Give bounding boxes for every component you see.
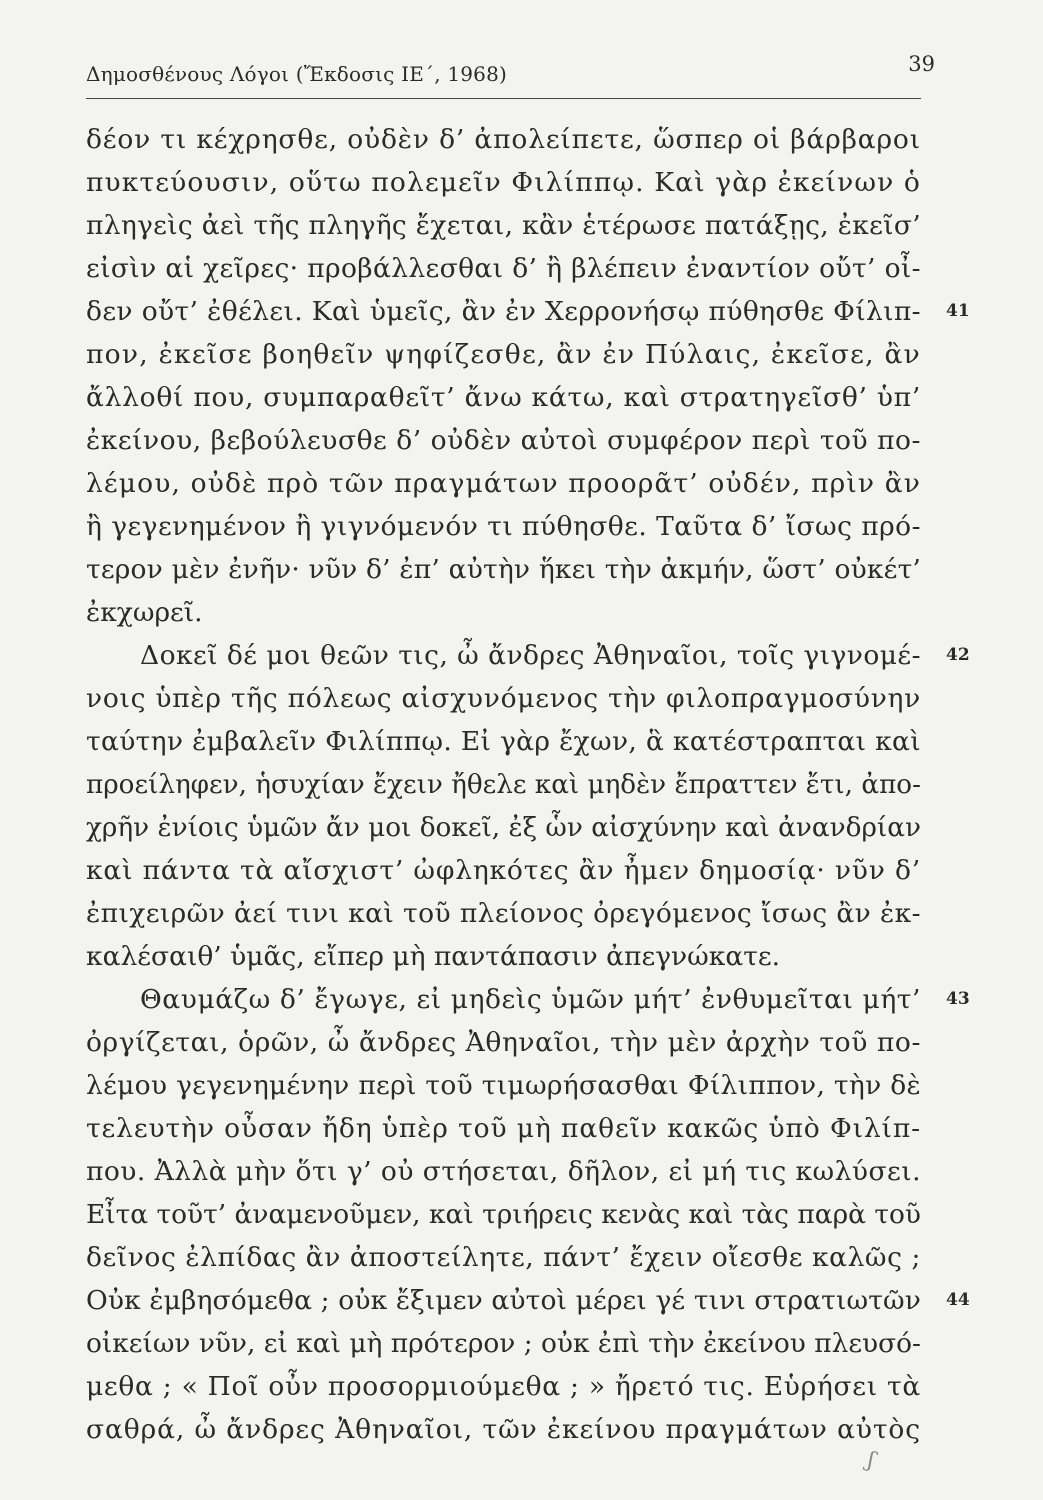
line-text: ταύτην ἐμβαλεῖν Φιλίππῳ. Εἰ γὰρ ἔχων, ἃ κατέστραπται καὶ bbox=[86, 726, 922, 757]
line-text: τελευτὴν οὖσαν ἤδη ὑπὲρ τοῦ μὴ παθεῖν κακῶς ὑπὸ Φιλίπ- bbox=[86, 1113, 921, 1144]
line-text: που. Ἀλλὰ μὴν ὅτι γ’ οὐ στήσεται, δῆλον, εἰ μή τις κωλύσει. bbox=[86, 1156, 921, 1187]
text-line bbox=[86, 247, 936, 290]
text-line bbox=[86, 161, 936, 204]
text-line bbox=[86, 1236, 936, 1279]
text-line bbox=[86, 1193, 936, 1236]
text-line bbox=[86, 935, 936, 978]
line-text: Δοκεῖ δέ μοι θεῶν τις, ὦ ἄνδρες Ἀθηναῖοι, τοῖς γιγνομέ- bbox=[140, 640, 921, 671]
line-text: εἰσὶν αἱ χεῖρες· προβάλλεσθαι δ’ ἢ βλέπειν ἐναντίον οὔτ’ οἶ- bbox=[86, 253, 921, 284]
text-line bbox=[86, 806, 936, 849]
text-line bbox=[86, 204, 936, 247]
text-line bbox=[86, 1322, 936, 1365]
text-line bbox=[86, 677, 936, 720]
line-text: Εἶτα τοῦτ’ ἀναμενοῦμεν, καὶ τριήρεις κενὰς καὶ τὰς παρὰ τοῦ bbox=[86, 1199, 921, 1230]
text-line bbox=[86, 1107, 936, 1150]
text-line bbox=[86, 1150, 936, 1193]
text-line bbox=[86, 1021, 936, 1064]
text-line bbox=[86, 419, 936, 462]
text-line bbox=[86, 892, 936, 935]
section-number: 42 bbox=[946, 645, 970, 665]
stray-pen-mark: ʃ bbox=[863, 1447, 879, 1474]
text-line bbox=[86, 333, 936, 376]
line-text: Οὐκ ἐμβησόμεθα ; οὐκ ἔξιμεν αὐτοὶ μέρει γέ τινι στρατιωτῶν bbox=[86, 1285, 921, 1316]
section-number: 43 bbox=[946, 989, 970, 1009]
text-line bbox=[86, 376, 936, 419]
line-text: ἐκχωρεῖ. bbox=[86, 597, 203, 628]
line-text: πυκτεύουσιν, οὕτω πολεμεῖν Φιλίππῳ. Καὶ γὰρ ἐκείνων ὁ bbox=[86, 167, 921, 198]
section-number: 44 bbox=[946, 1290, 970, 1310]
line-text: καλέσαιθ’ ὑμᾶς, εἴπερ μὴ παντάπασιν ἀπεγνώκατε. bbox=[86, 941, 781, 972]
running-head: Δημοσθένους Λόγοι (Ἔκδοσις ΙΕ΄, 1968) bbox=[86, 62, 508, 86]
line-text: τερον μὲν ἐνῆν· νῦν δ’ ἐπ’ αὐτὴν ἥκει τὴν ἀκμήν, ὥστ’ οὐκέτ’ bbox=[86, 554, 922, 585]
line-text: πληγεὶς ἀεὶ τῆς πληγῆς ἔχεται, κἂν ἑτέρωσε πατάξῃς, ἐκεῖσ’ bbox=[86, 210, 921, 241]
line-text: πον, ἐκεῖσε βοηθεῖν ψηφίζεσθε, ἂν ἐν Πύλαις, ἐκεῖσε, ἂν bbox=[86, 339, 921, 370]
line-text: χρῆν ἐνίοις ὑμῶν ἄν μοι δοκεῖ, ἐξ ὧν αἰσχύνην καὶ ἀνανδρίαν bbox=[86, 812, 921, 843]
text-line bbox=[86, 634, 970, 677]
text-line bbox=[86, 462, 936, 505]
text-line bbox=[86, 978, 970, 1021]
line-text: προείληφεν, ἡσυχίαν ἔχειν ἤθελε καὶ μηδὲν ἔπραττεν ἔτι, ἀπο- bbox=[86, 769, 921, 800]
text-line bbox=[86, 763, 936, 806]
text-line bbox=[86, 720, 936, 763]
line-text: ἄλλοθί που, συμπαραθεῖτ’ ἄνω κάτω, καὶ στρατηγεῖσθ’ ὑπ’ bbox=[86, 382, 921, 413]
line-text: καὶ πάντα τὰ αἴσχιστ’ ὠφληκότες ἂν ἦμεν δημοσίᾳ· νῦν δ’ bbox=[86, 855, 921, 886]
text-line bbox=[86, 591, 936, 634]
greek-text-body bbox=[86, 118, 970, 1451]
text-line bbox=[86, 1365, 936, 1408]
line-text: νοις ὑπὲρ τῆς πόλεως αἰσχυνόμενος τὴν φιλοπραγμοσύνην bbox=[86, 683, 922, 714]
text-line bbox=[86, 118, 936, 161]
line-text: ἐκείνου, βεβούλευσθε δ’ οὐδὲν αὐτοὶ συμφέρον περὶ τοῦ πο- bbox=[86, 425, 922, 456]
line-text: δέον τι κέχρησθε, οὐδὲν δ’ ἀπολείπετε, ὥσπερ οἱ βάρβαροι bbox=[86, 124, 921, 155]
line-text: ὀργίζεται, ὁρῶν, ὦ ἄνδρες Ἀθηναῖοι, τὴν μὲν ἀρχὴν τοῦ πο- bbox=[86, 1027, 922, 1058]
text-line bbox=[86, 849, 936, 892]
text-line bbox=[86, 290, 970, 333]
page-header bbox=[86, 52, 935, 99]
text-line bbox=[86, 505, 936, 548]
line-text: δεν οὔτ’ ἐθέλει. Καὶ ὑμεῖς, ἂν ἐν Χερρονήσῳ πύθησθε Φίλιπ- bbox=[86, 296, 922, 327]
line-text: σαθρά, ὦ ἄνδρες Ἀθηναῖοι, τῶν ἐκείνου πραγμάτων αὐτὸς bbox=[86, 1414, 922, 1445]
text-line bbox=[86, 1279, 970, 1322]
text-line bbox=[86, 1408, 936, 1451]
line-text: λέμου, οὐδὲ πρὸ τῶν πραγμάτων προορᾶτ’ οὐδέν, πρὶν ἂν bbox=[86, 468, 921, 499]
line-text: μεθα ; « Ποῖ οὖν προσορμιούμεθα ; » ἤρετό τις. Εὑρήσει τὰ bbox=[86, 1371, 921, 1402]
line-text: δεῖνος ἐλπίδας ἂν ἀποστείλητε, πάντ’ ἔχειν οἴεσθε καλῶς ; bbox=[86, 1242, 921, 1273]
section-number: 41 bbox=[946, 301, 970, 321]
page-number: 39 bbox=[908, 52, 935, 76]
line-text: ἢ γεγενημένον ἢ γιγνόμενόν τι πύθησθε. Ταῦτα δ’ ἴσως πρό- bbox=[86, 511, 921, 542]
line-text: Θαυμάζω δ’ ἔγωγε, εἰ μηδεὶς ὑμῶν μήτ’ ἐνθυμεῖται μήτ’ bbox=[140, 984, 922, 1015]
text-line bbox=[86, 1064, 936, 1107]
line-text: ἐπιχειρῶν ἀεί τινι καὶ τοῦ πλείονος ὀρεγόμενος ἴσως ἂν ἐκ- bbox=[86, 898, 922, 929]
text-line bbox=[86, 548, 936, 591]
line-text: οἰκείων νῦν, εἰ καὶ μὴ πρότερον ; οὐκ ἐπὶ τὴν ἐκείνου πλευσό- bbox=[86, 1328, 921, 1359]
line-text: λέμου γεγενημένην περὶ τοῦ τιμωρήσασθαι Φίλιππον, τὴν δὲ bbox=[86, 1070, 922, 1101]
